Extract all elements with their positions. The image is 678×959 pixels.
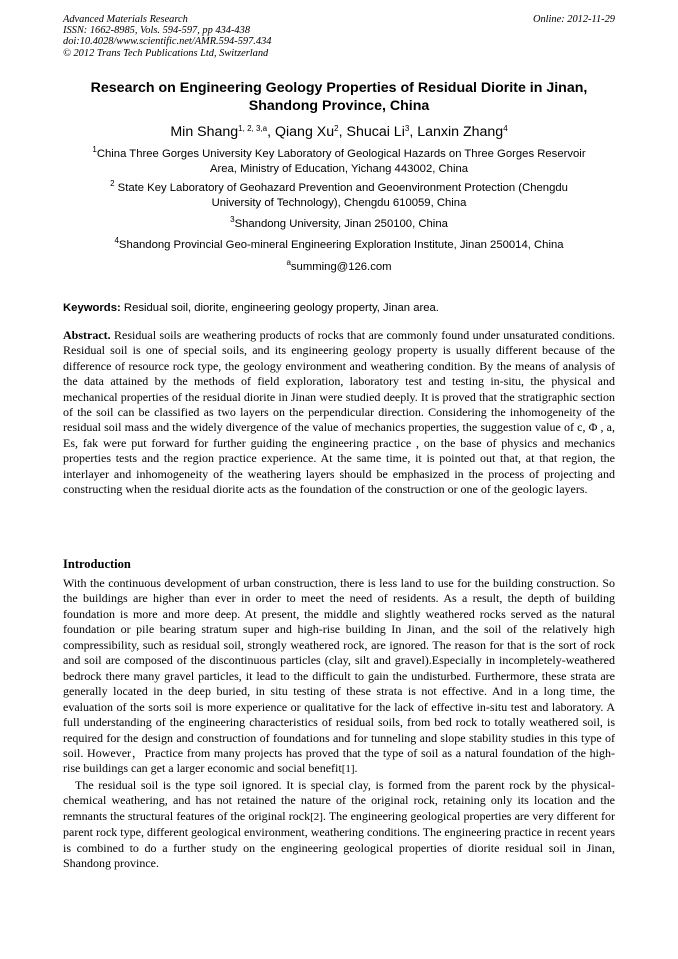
- journal-name: Advanced Materials Research: [63, 14, 188, 25]
- affiliation-4-line-1: Shandong Provincial Geo-mineral Engineering Exploration Institute, Jinan 250014, China: [118, 239, 564, 251]
- affiliation-1-sup: 1: [92, 145, 97, 154]
- affiliation-3: [63, 217, 615, 232]
- affiliation-2-line-2: University of Technology), Chengdu 610059, China: [211, 197, 467, 210]
- affiliation-2: [63, 181, 615, 211]
- affiliation-4: [63, 238, 615, 253]
- author-3: Shucai Li: [346, 124, 405, 140]
- affiliation-1: [63, 147, 615, 177]
- affiliation-2-sup: 2: [110, 179, 115, 188]
- email-sup: a: [286, 258, 291, 267]
- intro-paragraph-1: [63, 576, 615, 778]
- author-1: Min Shang: [170, 124, 239, 140]
- introduction-body: [63, 576, 615, 872]
- author-4: Lanxin Zhang: [417, 124, 504, 140]
- affiliation-1-line-1: China Three Gorges University Key Laboratory of Geological Hazards on Three Gorges Reservoir: [96, 148, 586, 160]
- abstract-label: Abstract.: [63, 328, 111, 342]
- citation-1: [1]: [341, 763, 355, 776]
- abstract: [63, 328, 615, 497]
- affiliation-3-line-1: Shandong University, Jinan 250100, China: [234, 218, 448, 230]
- citation-2: [2]: [310, 810, 323, 823]
- author-separator: ,: [338, 124, 347, 140]
- intro-p2-end: . The engineering geological properties are very different for parent rock type, different geological environment, weathering conditions. The engineering practice in recent years is combined to do a further study on the engineering geological properties of diorite residual soil in Jinan, Shandong province.: [63, 808, 616, 871]
- affiliation-4-sup: 4: [114, 236, 119, 245]
- author-1-sup: 1, 2, 3,a: [238, 124, 268, 133]
- affiliation-3-sup: 3: [230, 215, 235, 224]
- author-4-sup: 4: [503, 124, 508, 133]
- affiliation-1-line-2: Area, Ministry of Education, Yichang 443002, China: [209, 163, 469, 176]
- email-address: summing@126.com: [290, 261, 392, 273]
- intro-paragraph-2: [63, 778, 615, 872]
- author-3-sup: 3: [404, 124, 410, 133]
- paper-title: [63, 80, 615, 115]
- corresponding-email: [63, 260, 615, 275]
- intro-p1-end: .: [354, 761, 358, 776]
- author-2-sup: 2: [334, 124, 339, 133]
- doi-line: doi:10.4028/www.scientific.net/AMR.594-597.434: [63, 36, 272, 48]
- intro-p2-text: The residual soil is the type soil ignored. It is special clay, is formed from the parent rock by the physical- chemical weathering, and has not retained the nature of the original rock, retaining only its location and the remnants the structural features of the original rock: [63, 777, 615, 823]
- title-line-2: Shandong Province, China: [248, 97, 430, 114]
- online-date: Online: 2012-11-29: [532, 14, 615, 25]
- author-separator: ,: [267, 124, 275, 140]
- author-separator: ,: [409, 124, 418, 140]
- author-2: Qiang Xu: [274, 124, 335, 140]
- keywords-text: Residual soil, diorite, engineering geology property, Jinan area.: [120, 302, 439, 314]
- abstract-text: Residual soils are weathering products of rocks that are commonly found under unsaturated conditions. Residual soil is one of special soils, and its engineering geology property is usually different because of the difference of resource rock type, the geology environment and weathering condition. By the means of analysis of the data attained by the methods of field exploration, laboratory test and testing in-situ, the physical and mechanical properties of the residual diorite in Jinan were studied deeply. It is proved that the stratigraphic section of the soil can be classified as two layers on the perpendicular direction. Considering the inhomogeneity of the residual soil mass and the widely divergence of the value of mechanics properties, the suggestion value of c, Φ , a, Es, fak were put forward for further guiding the engineering practice , on the base of physics and mechanics properties tests and the region practice experience. At the same time, it is pointed out that, at that region, the interlayer and inhomogeneity of the weathering layers should be emphasized in the process of projecting and constructing when the residual diorite acts as the foundation of the construction or one of the geologic layers.: [63, 328, 615, 497]
- title-line-1: Research on Engineering Geology Properties of Residual Diorite in Jinan,: [90, 80, 588, 96]
- affiliation-2-line-1: State Key Laboratory of Geohazard Prevention and Geoenvironment Protection (Chengdu: [114, 182, 568, 194]
- issn-line: ISSN: 1662-8985, Vols. 594-597, pp 434-438: [63, 25, 251, 37]
- copyright-line: © 2012 Trans Tech Publications Ltd, Switzerland: [63, 47, 269, 59]
- section-heading-introduction: Introduction: [63, 557, 131, 571]
- keywords: [63, 301, 615, 315]
- intro-p1-text: With the continuous development of urban construction, there is less land to use for the building construction. So the buildings are higher than ever in order to meet the need of residents. As a result, the depth of building foundation is more and more deep. At present, the middle and slightly weathered rocks served as the natural foundation or pile bearing stratum super and high-rise building In Jinan, and the soil of the relatively high compressibility, such as residual soil, strongly weathered rock, are ignored. The reason for that is the sort of rock and soil are composed of the discontinuous particles (clay, silt and gravel).Especially in incompletely-weathered bedrock there many gravel particles, it lead to the difficult to gain the undisturbed. Furthermore, these strata are generally located in the deep buried, in situ testing of these strata is not effective. And in a long time, the evaluation of the sorts soil is more experience or qualitative for the lack of effective in-situ test and laboratory. A full understanding of the engineering characteristics of residual soils, from bed rock to totally weathered soil, is required for the design and construction of foundations and for tunneling and slope stability studies in this type of soil. However，Practice from many projects has proved that the type of soil as a natural foundation of the high-rise buildings can get a larger economic and social benefit: [63, 576, 615, 776]
- author-list: [63, 123, 615, 141]
- keywords-label: Keywords:: [63, 302, 121, 314]
- running-header: [63, 14, 615, 59]
